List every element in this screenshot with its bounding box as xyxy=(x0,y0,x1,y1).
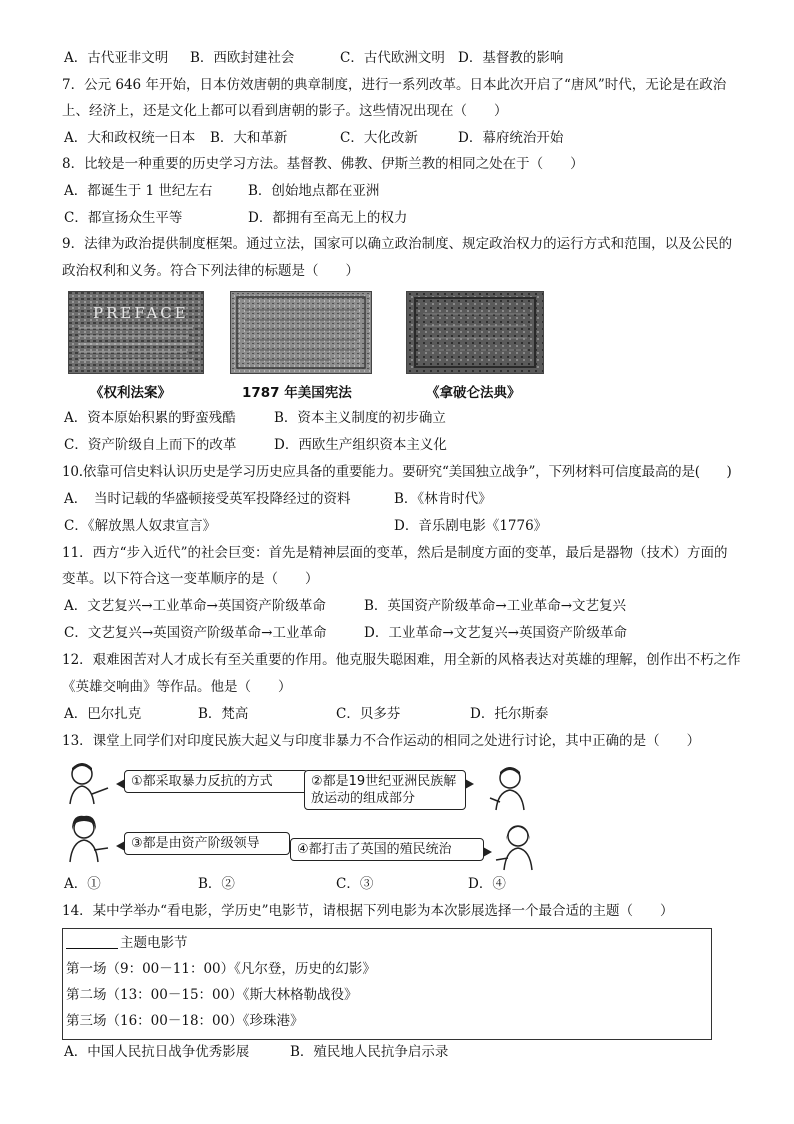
film-festival-box xyxy=(62,928,712,1040)
q7-option-b[interactable]: B．大和革新 xyxy=(210,130,288,146)
q13-option-c[interactable]: C．③ xyxy=(336,876,374,892)
q8-option-b[interactable]: B．创始地点都在亚洲 xyxy=(248,183,380,199)
q9-option-c[interactable]: C．资产阶级自上而下的改革 xyxy=(64,437,237,453)
bill-of-rights-caption: 《权利法案》 xyxy=(90,385,171,401)
q14-option-a[interactable]: A．中国人民抗日战争优秀影展 xyxy=(64,1044,250,1060)
festival-title: 主题电影节 xyxy=(120,935,188,951)
q9-stem-line2: 政治权利和义务。符合下列法律的标题是（ ） xyxy=(62,263,359,279)
q7-option-a[interactable]: A．大和政权统一日本 xyxy=(64,130,196,146)
q6-option-c[interactable]: C．古代欧洲文明 xyxy=(340,50,445,66)
q7-option-d[interactable]: D．幕府统治开始 xyxy=(458,130,564,146)
student-girl-3-icon xyxy=(492,820,542,874)
session-3: 第三场（16：00－18：00）《珍珠港》 xyxy=(66,1013,304,1029)
napoleonic-code-image xyxy=(406,291,544,374)
q9-option-a[interactable]: A．资本原始积累的野蛮残酷 xyxy=(64,410,236,426)
q12-option-c[interactable]: C．贝多芬 xyxy=(336,706,401,722)
q13-option-d[interactable]: D．④ xyxy=(468,876,506,892)
q6-option-a[interactable]: A．古代亚非文明 xyxy=(64,50,169,66)
q10-stem: 10.依靠可信史料认识历史是学习历史应具备的重要能力。要研究“美国独立战争”，下列材料可信度最高的是( ) xyxy=(62,464,732,480)
q13-stem: 13．课堂上同学们对印度民族大起义与印度非暴力不合作运动的相同之处进行讨论，其中正确的是（ ） xyxy=(62,733,701,749)
bubble-opinion-1: ①都采取暴力反抗的方式 xyxy=(124,770,308,793)
q12-option-a[interactable]: A．巴尔扎克 xyxy=(64,706,142,722)
q12-option-d[interactable]: D．托尔斯泰 xyxy=(470,706,549,722)
q8-option-c[interactable]: C．都宣扬众生平等 xyxy=(64,210,183,226)
session-2: 第二场（13：00－15：00）《斯大林格勒战役》 xyxy=(66,987,358,1003)
q13-option-b[interactable]: B．② xyxy=(198,876,235,892)
q11-option-d[interactable]: D．工业革命→文艺复兴→英国资产阶级革命 xyxy=(364,625,627,641)
bubble-opinion-2: ②都是19世纪亚洲民族解放运动的组成部分 xyxy=(304,770,466,810)
q14-stem: 14．某中学举办“看电影，学历史”电影节，请根据下列电影为本次影展选择一个最合适的主题（ ） xyxy=(62,903,674,919)
q11-stem-line2: 变革。以下符合这一变革顺序的是（ ） xyxy=(62,571,319,587)
student-boy-1-icon xyxy=(484,762,534,814)
us-constitution-image xyxy=(230,291,372,374)
q8-option-d[interactable]: D．都拥有至高无上的权力 xyxy=(248,210,408,226)
q12-option-b[interactable]: B．梵高 xyxy=(198,706,249,722)
q9-option-d[interactable]: D．西欧生产组织资本主义化 xyxy=(274,437,447,453)
student-girl-1-icon xyxy=(64,760,116,810)
q7-stem-line2: 上、经济上，还是文化上都可以看到唐朝的影子。这些情况出现在（ ） xyxy=(62,103,508,119)
session-1: 第一场（9：00－11：00）《凡尔登，历史的幻影》 xyxy=(66,961,376,977)
theme-blank xyxy=(66,934,118,949)
q12-stem-line1: 12．艰难困苦对人才成长有至关重要的作用。他克服失聪困难，用全新的风格表达对英雄的理解，创作出不朽之作 xyxy=(62,652,741,668)
q11-option-b[interactable]: B．英国资产阶级革命→工业革命→文艺复兴 xyxy=(364,598,627,614)
q10-option-a[interactable]: A． 当时记载的华盛顿接受英军投降经过的资料 xyxy=(64,491,351,507)
bubble-opinion-4: ④都打击了英国的殖民统治 xyxy=(290,838,484,861)
q8-stem: 8．比较是一种重要的历史学习方法。基督教、佛教、伊斯兰教的相同之处在于（ ） xyxy=(62,156,584,172)
q11-stem-line1: 11．西方“步入近代”的社会巨变：首先是精神层面的变革，然后是制度方面的变革，最后是器物（技术）方面的 xyxy=(62,545,728,561)
q7-stem-line1: 7．公元 646 年开始，日本仿效唐朝的典章制度，进行一系列改革。日本此次开启了“唐风”时代，无论是在政治 xyxy=(62,77,727,93)
q10-option-d[interactable]: D．音乐剧电影《1776》 xyxy=(394,518,548,534)
q10-option-c[interactable]: C．《解放黑人奴隶宣言》 xyxy=(64,518,217,534)
q7-option-c[interactable]: C．大化改新 xyxy=(340,130,418,146)
bubble-opinion-3: ③都是由资产阶级领导 xyxy=(124,832,290,855)
q11-option-c[interactable]: C．文艺复兴→英国资产阶级革命→工业革命 xyxy=(64,625,327,641)
q13-option-a[interactable]: A．① xyxy=(64,876,101,892)
q12-stem-line2: 《英雄交响曲》等作品。他是（ ） xyxy=(62,679,292,695)
napoleonic-code-caption: 《拿破仑法典》 xyxy=(426,385,521,401)
q10-option-b[interactable]: B．《林肯时代》 xyxy=(394,491,492,507)
q6-option-b[interactable]: B．西欧封建社会 xyxy=(190,50,295,66)
q11-option-a[interactable]: A．文艺复兴→工业革命→英国资产阶级革命 xyxy=(64,598,326,614)
q9-option-b[interactable]: B．资本主义制度的初步确立 xyxy=(274,410,446,426)
bill-of-rights-overlay: PREFACE xyxy=(93,304,189,322)
bill-of-rights-image xyxy=(68,291,204,374)
q8-option-a[interactable]: A．都诞生于 1 世纪左右 xyxy=(64,183,213,199)
q6-option-d[interactable]: D．基督教的影响 xyxy=(458,50,564,66)
q14-option-b[interactable]: B．殖民地人民抗争启示录 xyxy=(290,1044,449,1060)
festival-title-line xyxy=(66,933,188,953)
q9-stem-line1: 9．法律为政治提供制度框架。通过立法，国家可以确立政治制度、规定政治权力的运行方式和范围，以及公民的 xyxy=(62,236,733,252)
us-constitution-caption: 1787 年美国宪法 xyxy=(242,385,352,401)
student-girl-2-icon xyxy=(64,812,114,866)
